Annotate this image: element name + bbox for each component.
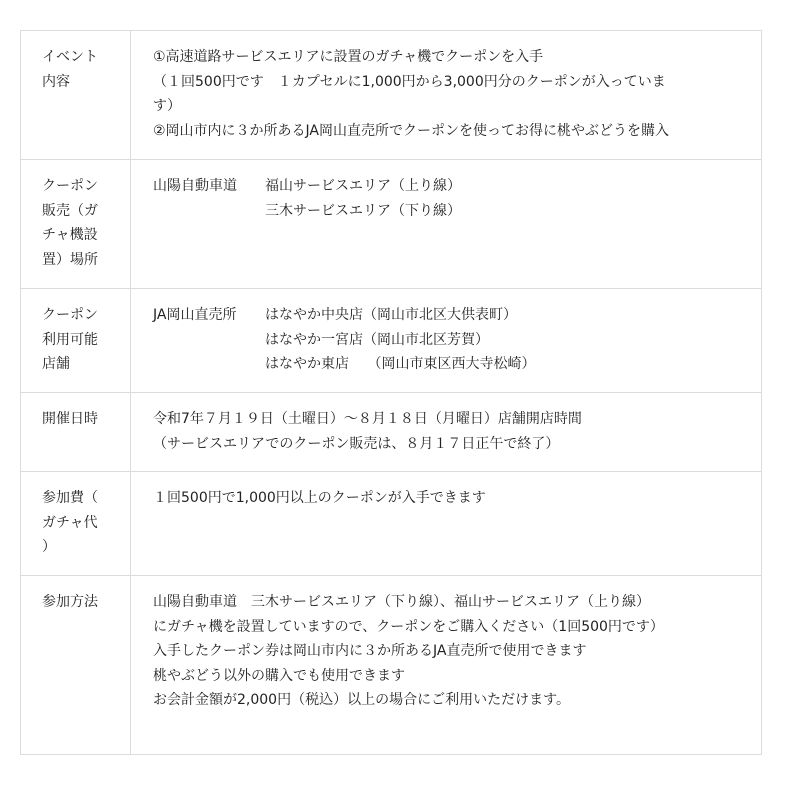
label-line: チャ機設	[42, 227, 98, 243]
row-event-content	[21, 31, 762, 160]
content-line: （サービスエリアでのクーポン販売は、８月１７日正午で終了）	[153, 435, 560, 452]
label-line: ガチャ代	[42, 514, 98, 531]
store-item: はなやか一宮店（岡山市北区芳賀）	[265, 331, 489, 348]
row-content	[131, 472, 762, 576]
row-label	[21, 576, 131, 755]
row-label	[21, 472, 131, 576]
content-line: １回500円で1,000円以上のクーポンが入手できます	[153, 490, 486, 506]
content-line: ①高速道路サービスエリアに設置のガチャ機でクーポンを入手	[153, 49, 544, 65]
row-label	[21, 160, 131, 289]
row-schedule	[21, 393, 762, 472]
content-line: にガチャ機を設置していますので、クーポンをご購入ください（1回500円です）	[153, 618, 664, 635]
store-prefix: JA岡山直売所	[153, 307, 237, 323]
row-sales-location	[21, 160, 762, 289]
row-label	[21, 393, 131, 472]
label-line: 参加方法	[42, 594, 98, 610]
label-line: 開催日時	[42, 411, 98, 427]
label-line: 置）場所	[42, 251, 98, 268]
content-line: お会計金額が2,000円（税込）以上の場合にご利用いただけます。	[153, 692, 570, 708]
content-line: 令和7年７月１９日（土曜日）～８月１８日（月曜日）店舗開店時間	[153, 411, 582, 427]
row-label	[21, 31, 131, 160]
label-line: 参加費（	[42, 490, 98, 506]
store-item: はなやか東店 （岡山市東区西大寺松崎）	[265, 356, 536, 372]
label-line: クーポン	[42, 178, 98, 194]
content-line: 桃やぶどう以外の購入でも使用できます	[153, 667, 405, 684]
venue-line	[153, 174, 761, 199]
row-label	[21, 289, 131, 393]
row-content	[131, 31, 762, 160]
venue-item: 三木サービスエリア（下り線）	[265, 202, 461, 219]
row-content	[131, 289, 762, 393]
store-line	[153, 328, 761, 353]
label-line: クーポン	[42, 307, 98, 323]
store-line	[153, 352, 761, 377]
label-line: イベント	[42, 49, 98, 65]
label-line: ）	[42, 539, 56, 555]
row-content	[131, 160, 762, 289]
row-fee	[21, 472, 762, 576]
content-line: す）	[153, 98, 181, 114]
row-content	[131, 576, 762, 755]
row-content	[131, 393, 762, 472]
label-line: 利用可能	[42, 331, 98, 348]
store-line	[153, 303, 761, 328]
row-how-to-join	[21, 576, 762, 755]
content-line: 山陽自動車道 三木サービスエリア（下り線）、福山サービスエリア（上り線）	[153, 594, 650, 610]
venue-item: 福山サービスエリア（上り線）	[265, 178, 461, 194]
store-item: はなやか中央店（岡山市北区大供表町）	[265, 307, 517, 323]
event-info-table	[20, 30, 762, 755]
label-line: 内容	[42, 73, 70, 90]
content-line: ②岡山市内に３か所あるJA岡山直売所でクーポンを使ってお得に桃やぶどうを購入	[153, 122, 670, 139]
content-line: （１回500円です １カプセルに1,000円から3,000円分のクーポンが入っていま	[153, 73, 666, 90]
row-usable-stores	[21, 289, 762, 393]
label-line: 販売（ガ	[42, 202, 98, 219]
venue-line	[153, 199, 761, 224]
label-line: 店舗	[42, 356, 70, 372]
venue-prefix: 山陽自動車道	[153, 178, 237, 194]
content-line: 入手したクーポン券は岡山市内に３か所あるJA直売所で使用できます	[153, 643, 587, 659]
